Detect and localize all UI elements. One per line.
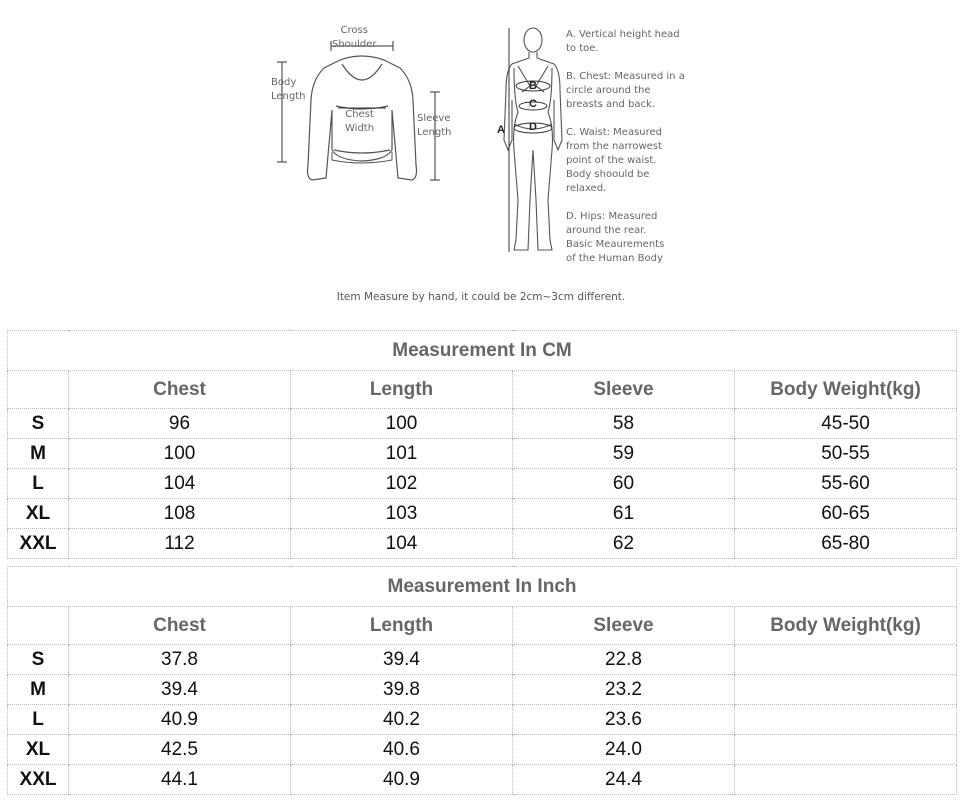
- weight-cell: [735, 765, 957, 795]
- header-chest: Chest: [69, 371, 291, 409]
- sleeve-cell: 24.4: [513, 765, 735, 795]
- length-cell: 39.4: [291, 645, 513, 675]
- sleeve-cell: 23.6: [513, 705, 735, 735]
- size-table-inch: [7, 566, 957, 795]
- description-c: C. Waist: Measured from the narrowest point of the waist. Body shoould be relaxed.: [566, 127, 663, 194]
- table-row: [8, 499, 957, 529]
- sleeve-cell: 61: [513, 499, 735, 529]
- table-row: [8, 675, 957, 705]
- measurement-diagram: [0, 0, 962, 320]
- description-d: D. Hips: Measured around the rear. Basic Meaurements of the Human Body: [566, 211, 665, 264]
- table-title: Measurement In CM: [8, 331, 957, 371]
- size-cell: XL: [8, 735, 69, 765]
- chest-cell: 37.8: [69, 645, 291, 675]
- chest-cell: 112: [69, 529, 291, 559]
- length-cell: 40.9: [291, 765, 513, 795]
- length-cell: 102: [291, 469, 513, 499]
- header-body-weight: Body Weight(kg): [735, 371, 957, 409]
- chest-cell: 104: [69, 469, 291, 499]
- header-sleeve: Sleeve: [513, 371, 735, 409]
- chest-cell: 100: [69, 439, 291, 469]
- length-cell: 103: [291, 499, 513, 529]
- weight-cell: [735, 705, 957, 735]
- description-b: B. Chest: Measured in a circle around the breasts and back.: [566, 71, 685, 110]
- table-row: [8, 735, 957, 765]
- size-cell: S: [8, 409, 69, 439]
- table-row: [8, 645, 957, 675]
- length-cell: 39.8: [291, 675, 513, 705]
- header-chest: Chest: [69, 607, 291, 645]
- table-row: [8, 765, 957, 795]
- table-row: [8, 529, 957, 559]
- header-sleeve: Sleeve: [513, 607, 735, 645]
- table-row: [8, 469, 957, 499]
- header-length: Length: [291, 371, 513, 409]
- header-size: [8, 371, 69, 409]
- size-cell: XXL: [8, 765, 69, 795]
- sleeve-length-label: Sleeve Length: [417, 113, 452, 138]
- chest-cell: 108: [69, 499, 291, 529]
- sleeve-cell: 60: [513, 469, 735, 499]
- measure-note: Item Measure by hand, it could be 2cm~3cm different.: [336, 291, 626, 303]
- body-illustration: [504, 28, 562, 250]
- table-row: [8, 439, 957, 469]
- letter-a: A: [497, 124, 505, 136]
- chest-cell: 39.4: [69, 675, 291, 705]
- size-cell: XL: [8, 499, 69, 529]
- diagram-illustrations: [0, 0, 962, 320]
- table-row: [8, 705, 957, 735]
- length-cell: 100: [291, 409, 513, 439]
- description-a: A. Vertical height head to toe.: [566, 29, 680, 54]
- size-cell: M: [8, 675, 69, 705]
- header-size: [8, 607, 69, 645]
- chest-cell: 96: [69, 409, 291, 439]
- size-cell: M: [8, 439, 69, 469]
- sleeve-cell: 23.2: [513, 675, 735, 705]
- chest-width-label: Chest Width: [345, 109, 375, 134]
- size-cell: XXL: [8, 529, 69, 559]
- chest-cell: 40.9: [69, 705, 291, 735]
- weight-cell: [735, 645, 957, 675]
- weight-cell: 65-80: [735, 529, 957, 559]
- weight-cell: [735, 675, 957, 705]
- length-cell: 104: [291, 529, 513, 559]
- letter-c: C: [529, 98, 537, 110]
- cross-shoulder-label: Cross Shoulder: [332, 25, 377, 50]
- table-row: [8, 409, 957, 439]
- sleeve-cell: 24.0: [513, 735, 735, 765]
- length-cell: 40.6: [291, 735, 513, 765]
- sleeve-cell: 58: [513, 409, 735, 439]
- sleeve-cell: 62: [513, 529, 735, 559]
- table-title: Measurement In Inch: [8, 567, 957, 607]
- weight-cell: 50-55: [735, 439, 957, 469]
- weight-cell: 55-60: [735, 469, 957, 499]
- body-length-label: Body Length: [271, 77, 306, 102]
- length-cell: 101: [291, 439, 513, 469]
- chest-cell: 44.1: [69, 765, 291, 795]
- size-cell: L: [8, 469, 69, 499]
- size-cell: S: [8, 645, 69, 675]
- weight-cell: 60-65: [735, 499, 957, 529]
- chest-cell: 42.5: [69, 735, 291, 765]
- length-cell: 40.2: [291, 705, 513, 735]
- header-length: Length: [291, 607, 513, 645]
- letter-b: B: [529, 80, 537, 92]
- sleeve-cell: 59: [513, 439, 735, 469]
- size-table-cm: [7, 330, 957, 559]
- header-body-weight: Body Weight(kg): [735, 607, 957, 645]
- sleeve-cell: 22.8: [513, 645, 735, 675]
- letter-d: D: [529, 121, 537, 133]
- weight-cell: 45-50: [735, 409, 957, 439]
- weight-cell: [735, 735, 957, 765]
- size-cell: L: [8, 705, 69, 735]
